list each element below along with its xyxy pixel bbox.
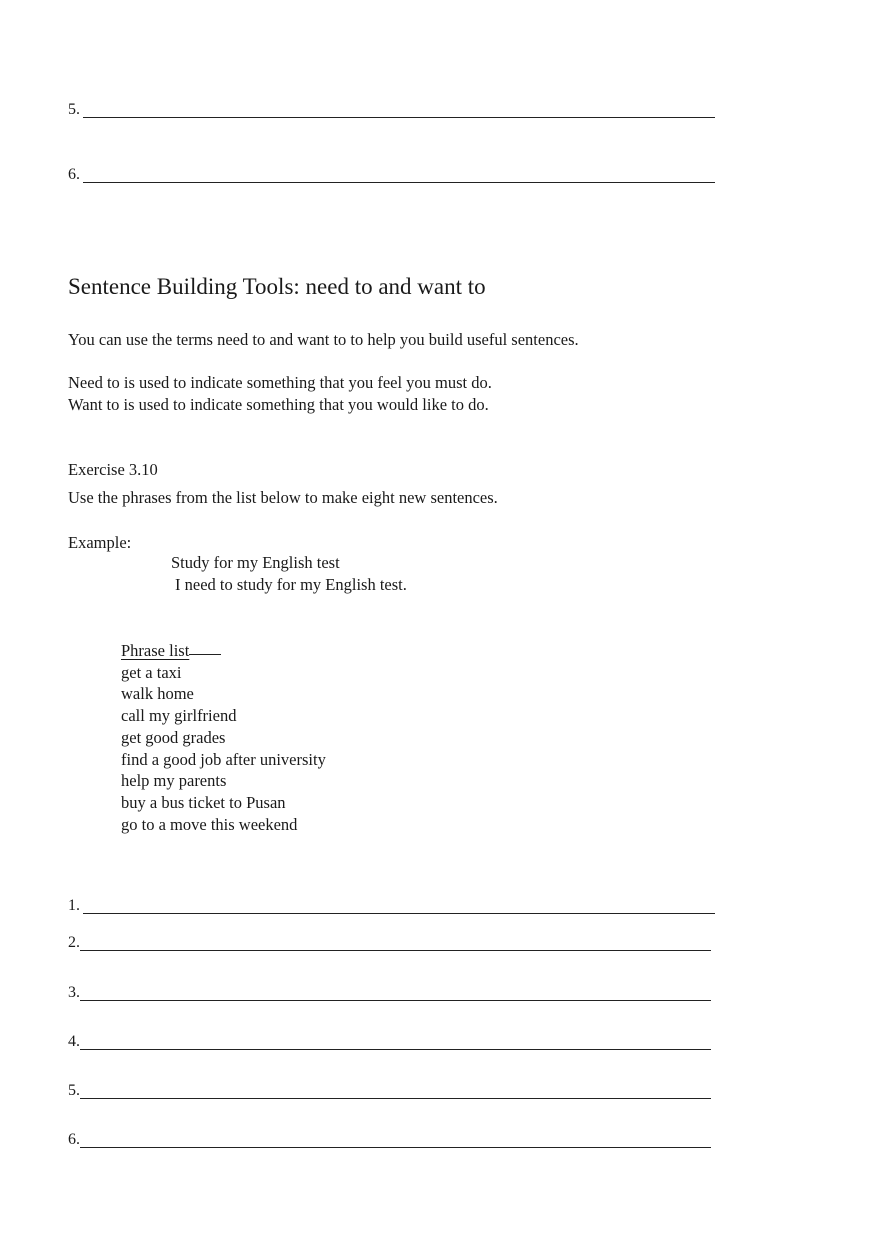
- exercise-label: Exercise 3.10: [68, 460, 158, 479]
- answer-rule: [80, 1147, 711, 1148]
- answer-rule: [80, 1000, 711, 1001]
- exercise-instruction: Use the phrases from the list below to make eight new sentences.: [68, 488, 498, 507]
- phrase-item: get good grades: [121, 727, 226, 747]
- line-number: 4.: [68, 1033, 80, 1050]
- line-number: 1.: [68, 897, 80, 914]
- phrase-list-header: [121, 640, 326, 662]
- phrase-list-header-underline: [189, 654, 221, 655]
- line-number: 3.: [68, 984, 80, 1001]
- phrase-item: find a good job after university: [121, 749, 326, 769]
- example-phrase: Study for my English test: [171, 553, 340, 572]
- answer-rule: [80, 1098, 711, 1099]
- answer-rule: [83, 117, 715, 118]
- answer-line-4[interactable]: [68, 1033, 711, 1051]
- phrase-item: buy a bus ticket to Pusan: [121, 792, 286, 812]
- need-to-definition: Need to is used to indicate something that you feel you must do.: [68, 373, 492, 392]
- phrase-item: get a taxi: [121, 662, 182, 682]
- intro-text: You can use the terms need to and want to to help you build useful sentences.: [68, 330, 579, 349]
- answer-rule: [83, 913, 715, 914]
- line-number: 2.: [68, 934, 80, 951]
- answer-line-6-top[interactable]: [68, 166, 715, 184]
- answer-rule: [83, 182, 715, 183]
- phrase-list-header-text: Phrase list: [121, 641, 190, 660]
- answer-rule: [80, 1049, 711, 1050]
- line-number: 6.: [68, 166, 80, 183]
- answer-line-2[interactable]: [68, 934, 711, 952]
- phrase-item: go to a move this weekend: [121, 814, 298, 834]
- phrase-item: walk home: [121, 684, 194, 704]
- line-number: 5.: [68, 1082, 80, 1099]
- answer-line-5[interactable]: [68, 1082, 711, 1100]
- answer-rule: [80, 950, 711, 951]
- line-number: 5.: [68, 101, 80, 118]
- answer-line-5-top[interactable]: [68, 101, 715, 119]
- example-sentence: I need to study for my English test.: [175, 575, 407, 594]
- phrase-item: help my parents: [121, 771, 227, 791]
- example-label: Example:: [68, 533, 132, 552]
- section-title: Sentence Building Tools: need to and want to: [68, 274, 486, 299]
- answer-line-1[interactable]: [68, 897, 715, 915]
- want-to-definition: Want to is used to indicate something that you would like to do.: [68, 395, 489, 414]
- answer-line-3[interactable]: [68, 984, 711, 1002]
- line-number: 6.: [68, 1131, 80, 1148]
- answer-line-6[interactable]: [68, 1131, 711, 1149]
- phrase-list: [121, 640, 326, 835]
- phrase-item: call my girlfriend: [121, 706, 237, 726]
